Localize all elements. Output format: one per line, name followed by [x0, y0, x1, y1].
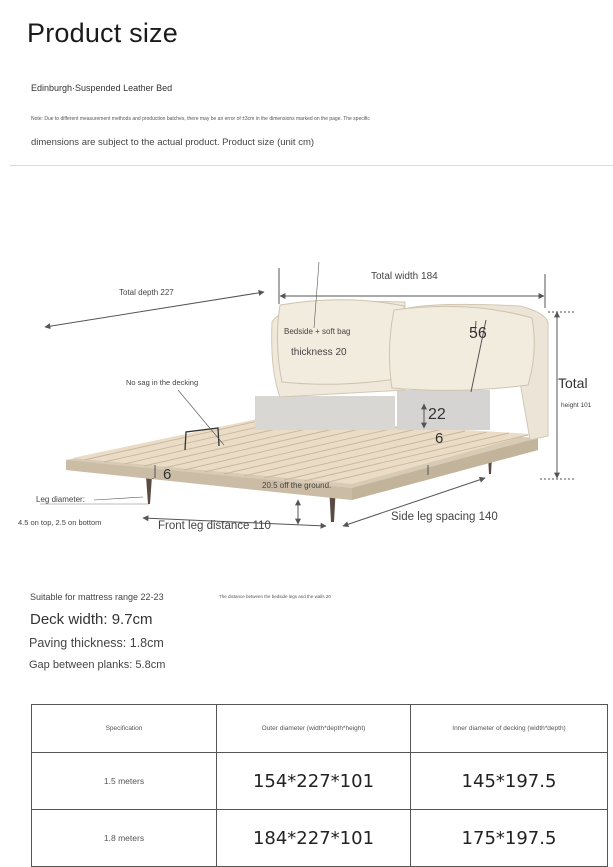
- size-spec-table: [31, 704, 608, 867]
- total-height-label: height 101: [561, 402, 592, 409]
- paving-thickness: Paving thickness: 1.8cm: [29, 636, 164, 650]
- leg-diameter-label: Leg diameter:: [36, 495, 85, 504]
- inner-dimension-cell: 175*197.5: [411, 810, 608, 867]
- header-divider: [10, 165, 613, 166]
- deck-width: Deck width: 9.7cm: [30, 611, 153, 628]
- bed-dimension-diagram: [0, 260, 613, 560]
- headboard-lower-panel: [255, 396, 395, 430]
- leg-height-left-label: 6: [163, 466, 172, 483]
- table-header-row: [32, 705, 608, 753]
- spec-cell: 1.8 meters: [32, 810, 217, 867]
- thickness-label: thickness 20: [291, 347, 347, 358]
- spec-cell: 1.5 meters: [32, 753, 217, 810]
- leg-height-right-label: 6: [435, 430, 444, 447]
- total-width-label: Total width 184: [371, 271, 438, 282]
- outer-dimension-cell: 184*227*101: [217, 810, 411, 867]
- front-leg-distance-label: Front leg distance 110: [158, 520, 271, 532]
- plank-gap: Gap between planks: 5.8cm: [29, 659, 166, 671]
- table-row: [32, 810, 608, 867]
- product-name: Edinburgh·Suspended Leather Bed: [31, 83, 173, 93]
- bed-illustration: [0, 260, 613, 560]
- frame-height-label: 22: [428, 406, 446, 423]
- table-row: [32, 753, 608, 810]
- table-header-cell: Outer diameter (width*depth*height): [217, 705, 411, 753]
- total-height-title: Total: [558, 375, 588, 391]
- cushion-size-label: 56: [469, 325, 487, 342]
- table-header-cell: Inner diameter of decking (width*depth): [411, 705, 608, 753]
- total-depth-label: Total depth 227: [119, 288, 174, 297]
- table-header-cell: Specification: [32, 705, 217, 753]
- page-title: Product size: [27, 18, 178, 48]
- wall-distance-note: The distance between the bedside legs and the walls 20: [219, 594, 331, 599]
- ground-clearance-label: 20.5 off the ground.: [262, 481, 332, 490]
- outer-dimension-cell: 154*227*101: [217, 753, 411, 810]
- inner-dimension-cell: 145*197.5: [411, 753, 608, 810]
- measurement-note: Note: Due to different measurement methods and production batches, there may be an error of ±3cm in the dimensions marked on the page. The specific: [31, 116, 370, 122]
- mattress-range: Suitable for mattress range 22-23: [30, 592, 164, 602]
- bedside-label: Bedside + soft bag: [284, 327, 351, 336]
- no-sag-label: No sag in the decking: [126, 378, 199, 387]
- leg-diameter-detail: 4.5 on top, 2.5 on bottom: [18, 518, 102, 527]
- measurement-note-continued: dimensions are subject to the actual product. Product size (unit cm): [31, 137, 315, 148]
- side-leg-spacing-label: Side leg spacing 140: [391, 511, 498, 523]
